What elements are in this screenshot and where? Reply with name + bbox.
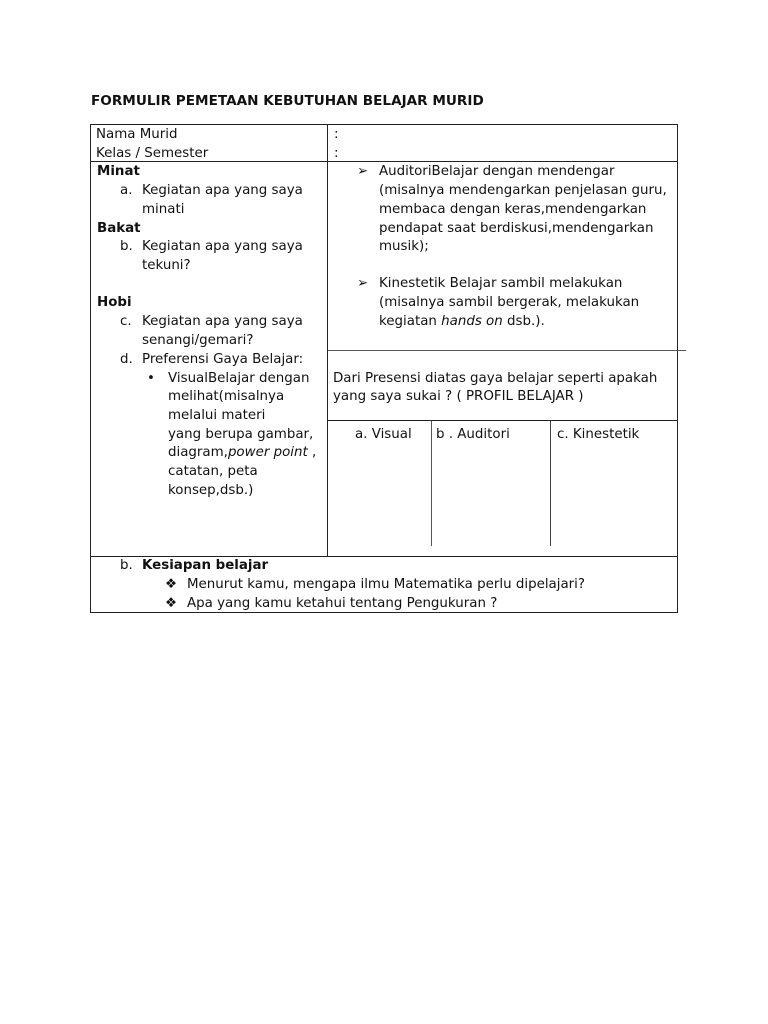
item-a-line1: Kegiatan apa yang saya	[142, 183, 303, 198]
right-upper-divider	[328, 350, 686, 351]
visual-line1: VisualBelajar dengan	[168, 371, 310, 386]
minat-heading: Minat	[97, 164, 140, 179]
option-kinestetik[interactable]: c. Kinestetik	[557, 427, 640, 442]
learning-needs-form	[90, 124, 678, 613]
item-d-line1: Preferensi Gaya Belajar:	[142, 352, 304, 367]
kinestetik-line2: (misalnya sambil bergerak, melakukan	[379, 295, 640, 310]
options-divider-1	[431, 421, 432, 546]
visual-line7: konsep,dsb.)	[168, 483, 254, 498]
auditori-line2: (misalnya mendengarkan penjelasan guru,	[379, 183, 667, 198]
kelas-semester-colon: :	[334, 146, 339, 161]
identity-divider	[327, 125, 328, 162]
visual-line3: melalui materi	[168, 408, 266, 423]
item-c-line1: Kegiatan apa yang saya	[142, 314, 303, 329]
kelas-semester-label: Kelas / Semester	[96, 146, 209, 161]
profile-question-line1: Dari Presensi diatas gaya belajar seperti apakah	[333, 371, 658, 386]
visual-line5a: diagram,	[168, 445, 228, 460]
kinestetik-line1: Kinestetik Belajar sambil melakukan	[379, 276, 623, 291]
item-c-line2: senangi/gemari?	[142, 333, 254, 348]
question1-diamond-icon: ❖	[165, 577, 178, 592]
visual-line5-italic: power point	[227, 445, 308, 460]
item-a-line2: minati	[142, 202, 185, 217]
kinestetik-arrow-icon: ➢	[357, 276, 369, 291]
form-title: FORMULIR PEMETAAN KEBUTUHAN BELAJAR MURID	[91, 93, 484, 109]
nama-murid-label: Nama Murid	[96, 127, 178, 142]
item-c-marker: c.	[120, 314, 132, 329]
item-b-line2: tekuni?	[142, 258, 191, 273]
visual-line5c: ,	[307, 445, 317, 460]
options-divider-2	[550, 421, 551, 546]
auditori-line5: musik);	[379, 239, 429, 254]
auditori-line3: membaca dengan keras,mendengarkan	[379, 202, 647, 217]
auditori-line4: pendapat saat berdiskusi,mendengarkan	[379, 221, 654, 236]
item-b-marker: b.	[120, 239, 133, 254]
visual-line5	[168, 443, 316, 462]
kesiapan-marker: b.	[120, 558, 133, 573]
question2-diamond-icon: ❖	[165, 596, 178, 611]
auditori-arrow-icon: ➢	[357, 164, 369, 179]
profile-question-line2: yang saya sukai ? ( PROFIL BELAJAR )	[333, 389, 584, 404]
visual-line4: yang berupa gambar,	[168, 427, 314, 442]
bakat-heading: Bakat	[97, 221, 141, 236]
kinestetik-line3c: dsb.).	[502, 314, 545, 329]
item-a-marker: a.	[120, 183, 133, 198]
item-b-line1: Kegiatan apa yang saya	[142, 239, 303, 254]
visual-bullet: •	[147, 371, 155, 386]
kesiapan-heading: Kesiapan belajar	[142, 558, 269, 573]
kinestetik-line3-italic: hands on	[441, 314, 503, 329]
item-d-marker: d.	[120, 352, 133, 367]
kesiapan-question2: Apa yang kamu ketahui tentang Pengukuran ?	[187, 596, 498, 611]
option-auditori[interactable]: b . Auditori	[436, 427, 510, 442]
right-options-divider	[328, 420, 677, 421]
nama-murid-colon: :	[334, 127, 339, 142]
kinestetik-line3a: kegiatan	[379, 314, 442, 329]
kinestetik-line3	[379, 312, 545, 331]
visual-line2: melihat(misalnya	[168, 389, 285, 404]
kesiapan-question1: Menurut kamu, mengapa ilmu Matematika perlu dipelajari?	[187, 577, 585, 592]
visual-line6: catatan, peta	[168, 464, 258, 479]
auditori-line1: AuditoriBelajar dengan mendengar	[379, 164, 615, 179]
hobi-heading: Hobi	[97, 295, 132, 310]
main-column-divider	[327, 162, 328, 556]
option-visual[interactable]: a. Visual	[355, 427, 412, 442]
